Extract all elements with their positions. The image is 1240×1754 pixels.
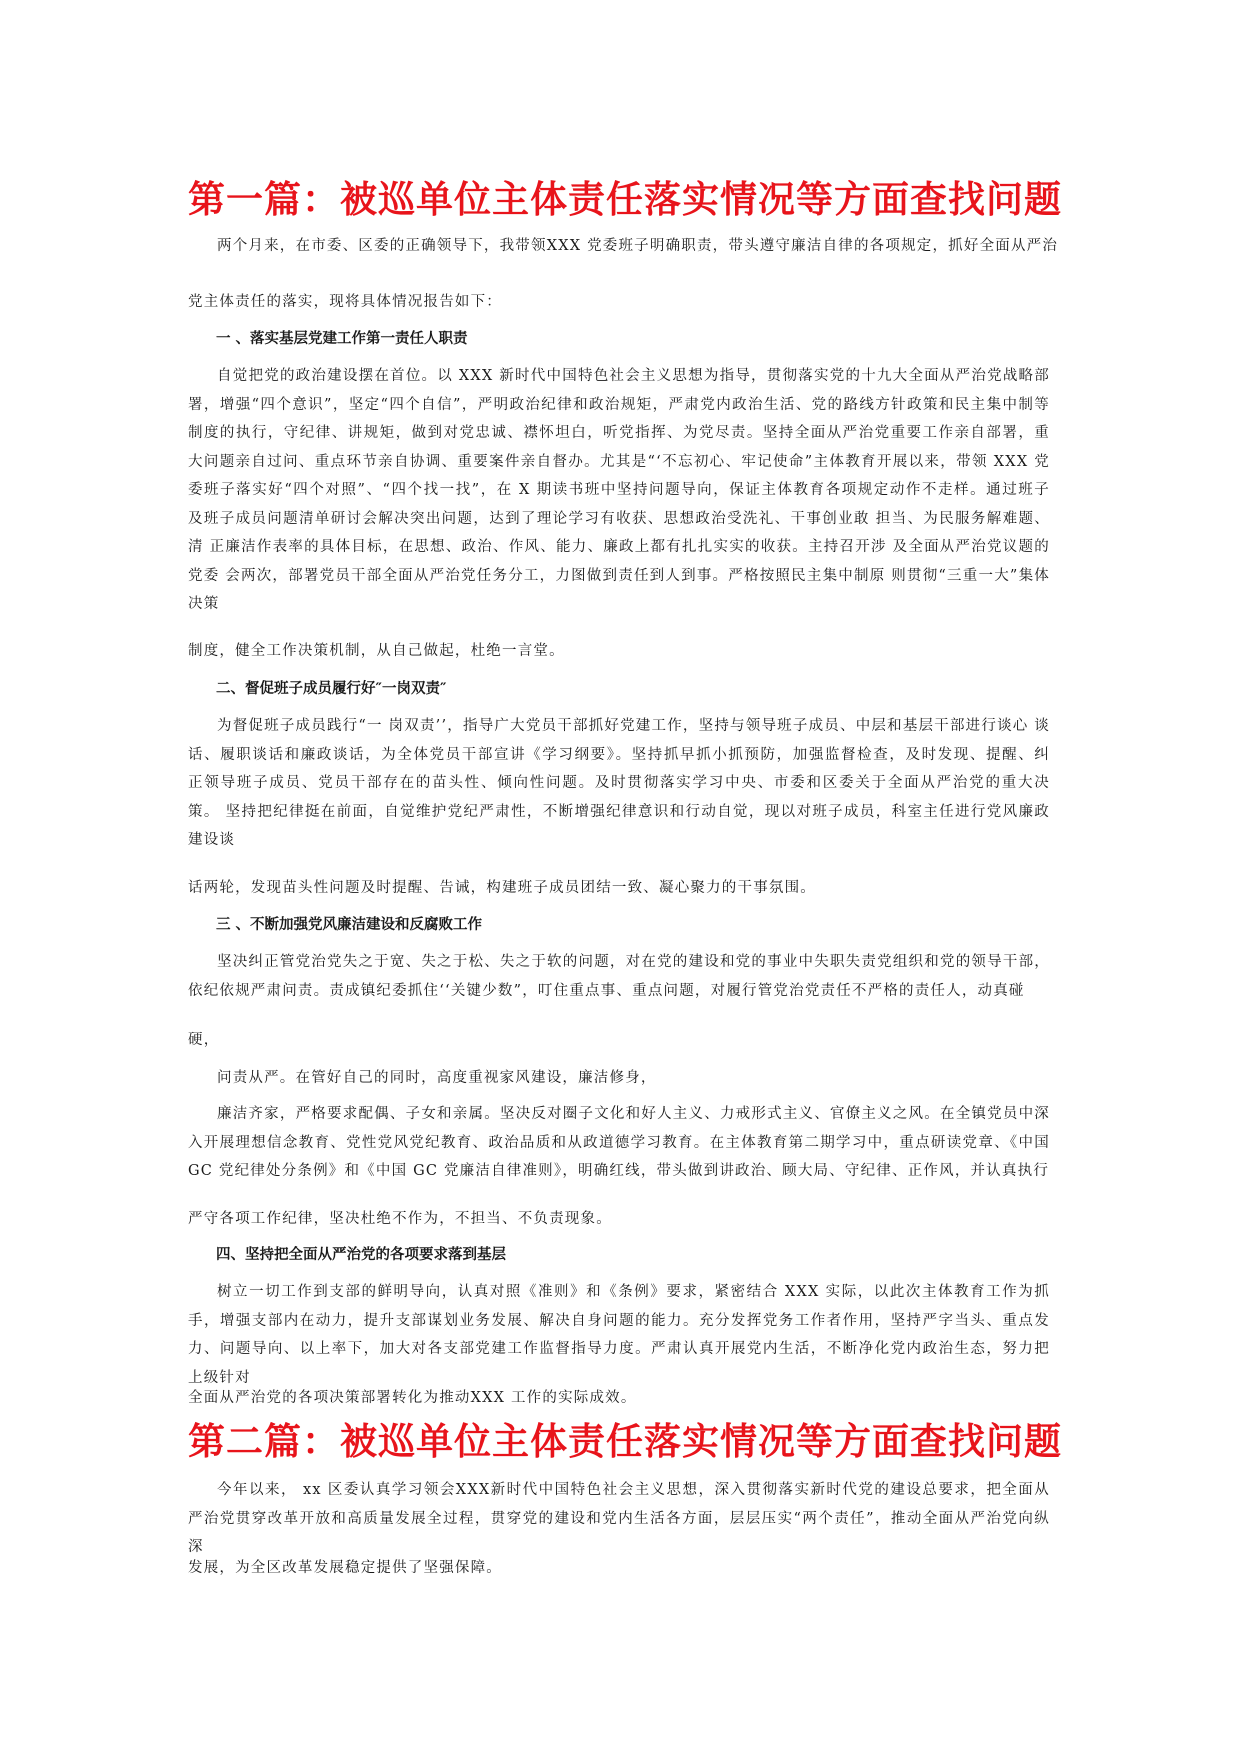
section-heading-1: 一 、落实基层党建工作第一责任人职责 (216, 331, 468, 347)
section-2-paragraph: 为督促班子成员践行“一 岗双责’’，指导广大党员干部抓好党建工作，坚持与领导班子成员、中层和基层干部进行谈心 谈话、履职谈话和廉政谈话，为全体党员干部宣讲《学习纲要》。坚持抓早抓小抓预防，加强监督检查，及时发现、提醒、纠 正领导班子成员、党员干部存在的苗头性、倾向性问题。及时贯彻落实学习中央、市委和区委关于全面从严治党的重大决策。 坚持把纪律挺在前面，自觉维护党纪严肃性，不断增强纪律意识和行动自觉，现以对班子成员，科室主任进行党风廉政建设谈 (188, 718, 1050, 848)
section-heading-4: 四、坚持把全面从严治党的各项要求落到基层 (216, 1247, 506, 1263)
section-3-line-b: 硬， (188, 1032, 220, 1048)
part-2-paragraph: 今年以来， xx 区委认真学习领会XXX新时代中国特色社会主义思想，深入贯彻落实新时代党的建设总要求，把全面从严治党贯穿改革开放和高质量发展全过程，贯穿党的建设和党内生活各方面，层层压实“两个责任”，推动全面从严治党向纵深 (188, 1482, 1050, 1555)
section-3-paragraph: 坚决纠正管党治党失之于宽、失之于松、失之于软的问题，对在党的建设和党的事业中失职失责党组织和党的领导干部，依纪依规严肃问责。责成镇纪委抓住‘‘关键少数”，叮住重点事、重点问题，对履行管党治党责任不严格的责任人，动真碰 (188, 954, 1050, 999)
intro-line-2: 党主体责任的落实，现将具体情况报告如下： (188, 294, 502, 310)
section-3-line-c: 问责从严。在管好自己的同时，高度重视家风建设，廉洁修身， (217, 1070, 657, 1086)
section-1-paragraph: 自觉把党的政治建设摆在首位。以 XXX 新时代中国特色社会主义思想为指导，贯彻落实党的十九大全面从严治党战略部署，增强“四个意识”，坚定“四个自信”，严明政治纪律和政治规矩，严肃党内政治生活、党的路线方针政策和民主集中制等制度的执行，守纪律、讲规矩，做到对党忠诚、襟怀坦白，听党指挥、为党尽责。坚持全面从严治党重要工作亲自部署，重大问题亲自过问、重点环节亲自协调、重要案件亲自督办。尤其是“‘不忘初心、牢记使命”主体教育开展以来，带领 XXX 党 委班子落实好“四个对照”、“四个找一找”，在 X 期读书班中坚持问题导向，保证主体教育各项规定动作不走样。通过班子 及班子成员问题清单研讨会解决突出问题，达到了理论学习有收获、思想政治受洗礼、干事创业敢 担当、为民服务解难题、清 正廉洁作表率的具体目标，在思想、政治、作风、能力、廉政上都有扎扎实实的收获。主持召开涉 及全面从严治党议题的党委 会两次，部署党员干部全面从严治党任务分工，力图做到责任到人到事。严格按照民主集中制原 则贯彻“三重一大”集体决策 (188, 368, 1050, 612)
section-3-tail: 严守各项工作纪律，坚决杜绝不作为，不担当、不负责现象。 (188, 1211, 612, 1227)
section-4-tail: 全面从严治党的各项决策部署转化为推动XXX 工作的实际成效。 (188, 1390, 637, 1406)
doc-title-2: 第二篇：被巡单位主体责任落实情况等方面查找问题 (188, 1420, 1062, 1463)
section-2-tail: 话两轮，发现苗头性问题及时提醒、告诫，构建班子成员团结一致、凝心聚力的干事氛围。 (188, 880, 816, 896)
part-2-tail: 发展，为全区改革发展稳定提供了坚强保障。 (188, 1560, 502, 1576)
section-3-paragraph-d: 廉洁齐家，严格要求配偶、子女和亲属。坚决反对圈子文化和好人主义、力戒形式主义、官僚主义之风。在全镇党员中深入开展理想信念教育、党性党风党纪教育、政治品质和从政道德学习教育。在主体教育第二期学习中，重点研读党章、《中国GC 党纪律处分条例》和《中国 GC 党廉洁自律准则》，明确红线，带头做到讲政治、顾大局、守纪律、正作风，并认真执行 (188, 1106, 1050, 1179)
section-1-tail: 制度，健全工作决策机制，从自己做起，杜绝一言堂。 (188, 643, 565, 659)
intro-line-1: 两个月来，在市委、区委的正确领导下，我带领XXX 党委班子明确职责，带头遵守廉洁自律的各项规定，抓好全面从严治 (217, 238, 1059, 254)
doc-title-1: 第一篇：被巡单位主体责任落实情况等方面查找问题 (188, 178, 1062, 221)
section-heading-2: 二、督促班子成员履行好″一岗双责″ (216, 681, 447, 697)
section-heading-3: 三 、不断加强党风廉洁建设和反腐败工作 (216, 917, 483, 933)
section-4-paragraph: 树立一切工作到支部的鲜明导向，认真对照《准则》和《条例》要求，紧密结合 XXX 实际，以此次主体教育工作为抓手，增强支部内在动力，提升支部谋划业务发展、解决自身问题的能力。充分发挥党务工作者作用，坚持严字当头、重点发力、问题导向、以上率下，加大对各支部党建工作监督指导力度。严肃认真开展党内生活，不断净化党内政治生态，努力把上级针对 (188, 1284, 1050, 1386)
